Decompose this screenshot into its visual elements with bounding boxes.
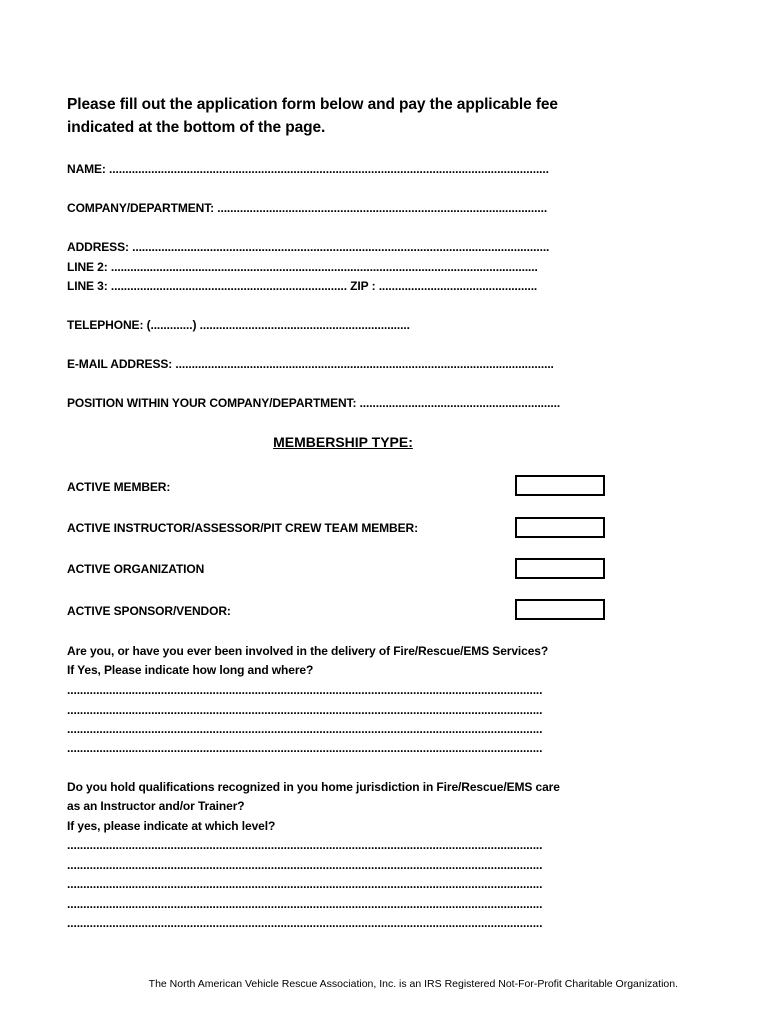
intro-line-2: indicated at the bottom of the page.: [67, 119, 326, 136]
name-field[interactable]: NAME: ........................................................................................................................................: [67, 162, 549, 176]
membership-label-active-sponsor: ACTIVE SPONSOR/VENDOR:: [67, 604, 231, 618]
footer-note: The North American Vehicle Rescue Association, Inc. is an IRS Registered Not-For-Profit Charitable Organization.: [148, 978, 678, 990]
intro-line-1: Please fill out the application form below and pay the applicable fee: [67, 96, 558, 113]
answer-line[interactable]: ...................................................................................................................................................: [67, 877, 543, 891]
membership-label-active-member: ACTIVE MEMBER:: [67, 480, 171, 494]
question-1-line-2: If Yes, Please indicate how long and where?: [67, 663, 314, 677]
answer-line[interactable]: ...................................................................................................................................................: [67, 741, 543, 755]
position-field[interactable]: POSITION WITHIN YOUR COMPANY/DEPARTMENT: ..............................................................: [67, 396, 561, 410]
membership-label-active-instructor: ACTIVE INSTRUCTOR/ASSESSOR/PIT CREW TEAM MEMBER:: [67, 521, 418, 535]
answer-line[interactable]: ...................................................................................................................................................: [67, 838, 543, 852]
active-member-checkbox[interactable]: [515, 475, 605, 496]
address-line-3-zip-field[interactable]: LINE 3: ......................................................................... ZIP : .................................................: [67, 279, 538, 293]
question-2-line-1: Do you hold qualifications recognized in you home jurisdiction in Fire/Rescue/EMS care: [67, 780, 560, 794]
active-organization-checkbox[interactable]: [515, 558, 605, 579]
telephone-field[interactable]: TELEPHONE: (.............) .................................................................: [67, 318, 410, 332]
membership-label-active-organization: ACTIVE ORGANIZATION: [67, 562, 205, 576]
answer-line[interactable]: ...................................................................................................................................................: [67, 722, 543, 736]
address-line-2-field[interactable]: LINE 2: ....................................................................................................................................: [67, 260, 538, 274]
answer-line[interactable]: ...................................................................................................................................................: [67, 858, 543, 872]
question-2-line-3: If yes, please indicate at which level?: [67, 819, 276, 833]
email-field[interactable]: E-MAIL ADDRESS: .....................................................................................................................: [67, 357, 554, 371]
answer-line[interactable]: ...................................................................................................................................................: [67, 703, 543, 717]
question-1-line-1: Are you, or have you ever been involved in the delivery of Fire/Rescue/EMS Services?: [67, 644, 549, 658]
membership-type-heading: MEMBERSHIP TYPE:: [273, 434, 413, 450]
active-sponsor-checkbox[interactable]: [515, 599, 605, 620]
answer-line[interactable]: ...................................................................................................................................................: [67, 897, 543, 911]
intro-text: [67, 93, 558, 139]
active-instructor-checkbox[interactable]: [515, 517, 605, 538]
answer-line[interactable]: ...................................................................................................................................................: [67, 683, 543, 697]
address-field[interactable]: ADDRESS: .................................................................................................................................: [67, 240, 550, 254]
answer-line[interactable]: ...................................................................................................................................................: [67, 916, 543, 930]
company-field[interactable]: COMPANY/DEPARTMENT: ......................................................................................................: [67, 201, 548, 215]
question-2-line-2: as an Instructor and/or Trainer?: [67, 799, 245, 813]
